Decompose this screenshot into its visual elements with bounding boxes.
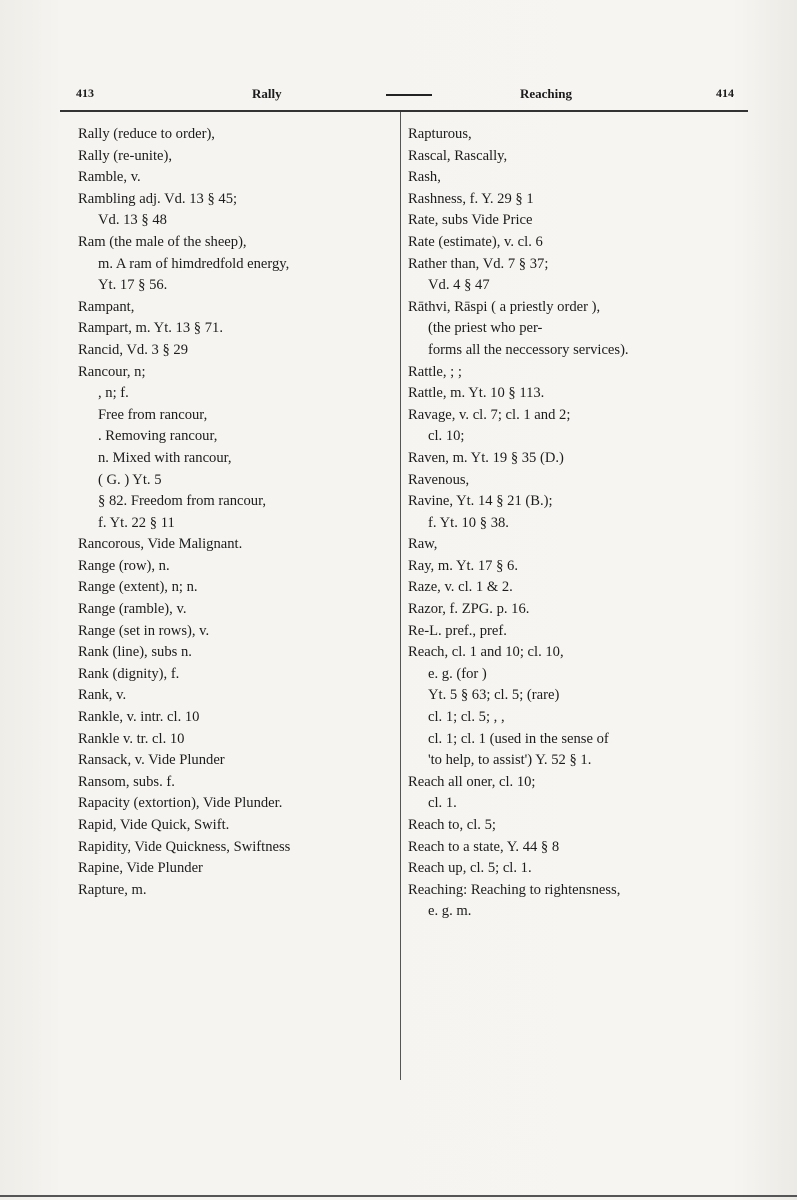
dictionary-line: . Removing rancour, — [98, 428, 218, 445]
dictionary-line: f. Yt. 10 § 38. — [428, 514, 509, 531]
dictionary-line: (the priest who per- — [428, 320, 543, 337]
dictionary-line: Rashness, f. Y. 29 § 1 — [408, 190, 534, 207]
dictionary-line: Rancid, Vd. 3 § 29 — [78, 341, 188, 358]
left-page-number: 413 — [76, 86, 94, 100]
dictionary-line: Rambling adj. Vd. 13 § 45; — [78, 190, 238, 207]
dictionary-line: Rascal, Rascally, — [408, 147, 508, 164]
dictionary-line: Rapture, m. — [78, 881, 147, 898]
dictionary-line: Reach to a state, Y. 44 § 8 — [408, 838, 560, 855]
dictionary-line: Range (set in rows), v. — [78, 622, 210, 639]
dictionary-line: Range (row), n. — [78, 557, 170, 574]
dictionary-line: Rank (line), subs n. — [78, 644, 192, 661]
dictionary-line: Rapacity (extortion), Vide Plunder. — [78, 795, 283, 812]
dictionary-line: Rancorous, Vide Malignant. — [78, 536, 243, 553]
dictionary-line: e. g. m. — [428, 903, 472, 920]
dictionary-line: Raze, v. cl. 1 & 2. — [408, 579, 513, 596]
dictionary-line: , n; f. — [98, 385, 129, 402]
dictionary-line: Vd. 13 § 48 — [98, 212, 167, 229]
dictionary-line: Rapine, Vide Plunder — [78, 860, 203, 877]
dictionary-line: Reach all oner, cl. 10; — [408, 773, 536, 790]
left-column — [78, 124, 392, 901]
dictionary-line: Rapid, Vide Quick, Swift. — [78, 817, 230, 833]
header-dash — [386, 94, 432, 96]
dictionary-line: Reach, cl. 1 and 10; cl. 10, — [408, 644, 564, 661]
dictionary-line: Range (ramble), v. — [78, 601, 187, 618]
dictionary-line: Rally (re-unite), — [78, 147, 173, 164]
dictionary-line: cl. 1. — [428, 795, 457, 812]
dictionary-line: Ransom, subs. f. — [78, 773, 175, 790]
dictionary-line: cl. 1; cl. 5; , , — [428, 709, 505, 726]
dictionary-line: Reach up, cl. 5; cl. 1. — [408, 860, 532, 877]
dictionary-line: Rally (reduce to order), — [78, 126, 215, 142]
right-column — [408, 124, 738, 923]
dictionary-line: Rank, v. — [78, 687, 127, 704]
dictionary-line: Yt. 17 § 56. — [98, 277, 168, 294]
dictionary-line: Rank (dignity), f. — [78, 665, 180, 682]
dictionary-line: Yt. 5 § 63; cl. 5; (rare) — [428, 687, 560, 704]
page-bottom-edge — [0, 1195, 797, 1197]
dictionary-line: Rapturous, — [408, 126, 472, 142]
dictionary-line: ( G. ) Yt. 5 — [98, 471, 162, 488]
right-page-number: 414 — [716, 86, 734, 100]
dictionary-line: 'to help, to assist') Y. 52 § 1. — [428, 752, 592, 769]
dictionary-line: Rattle, ; ; — [408, 363, 462, 380]
dictionary-line: cl. 1; cl. 1 (used in the sense of — [428, 730, 609, 747]
dictionary-line: Range (extent), n; n. — [78, 579, 198, 596]
dictionary-line: Ravage, v. cl. 7; cl. 1 and 2; — [408, 406, 571, 423]
dictionary-line: Ray, m. Yt. 17 § 6. — [408, 557, 518, 574]
dictionary-line: Rash, — [408, 169, 441, 186]
dictionary-line: Rankle, v. intr. cl. 10 — [78, 709, 200, 726]
dictionary-line: m. A ram of himdredfold energy, — [98, 255, 290, 272]
dictionary-line: Rampant, — [78, 298, 135, 315]
dictionary-line: Rattle, m. Yt. 10 § 113. — [408, 385, 545, 402]
dictionary-line: Ravine, Yt. 14 § 21 (B.); — [408, 493, 553, 510]
dictionary-line: cl. 10; — [428, 428, 465, 445]
running-header — [60, 84, 748, 106]
dictionary-line: Razor, f. ZPG. p. 16. — [408, 601, 530, 618]
dictionary-line: n. Mixed with rancour, — [98, 449, 232, 466]
dictionary-line: Ravenous, — [408, 471, 470, 488]
dictionary-line: Ramble, v. — [78, 169, 141, 186]
column-divider — [400, 112, 401, 1080]
dictionary-line: Rampart, m. Yt. 13 § 71. — [78, 320, 223, 337]
dictionary-line: Rancour, n; — [78, 363, 146, 380]
dictionary-line: Reaching: Reaching to rightensness, — [408, 881, 621, 898]
dictionary-line: Rather than, Vd. 7 § 37; — [408, 255, 549, 272]
dictionary-line: e. g. (for ) — [428, 665, 487, 682]
dictionary-line: § 82. Freedom from rancour, — [98, 493, 267, 510]
dictionary-line: Rate (estimate), v. cl. 6 — [408, 233, 543, 250]
right-running-headword: Reaching — [520, 86, 572, 101]
dictionary-line: f. Yt. 22 § 11 — [98, 514, 175, 531]
left-running-headword: Rally — [252, 86, 282, 101]
dictionary-line: Reach to, cl. 5; — [408, 817, 496, 833]
dictionary-line: Free from rancour, — [98, 406, 208, 423]
dictionary-line: Rankle v. tr. cl. 10 — [78, 730, 185, 747]
dictionary-line: Rate, subs Vide Price — [408, 212, 533, 229]
dictionary-line: Ram (the male of the sheep), — [78, 233, 247, 250]
dictionary-line: Ransack, v. Vide Plunder — [78, 752, 225, 769]
dictionary-line: Raven, m. Yt. 19 § 35 (D.) — [408, 449, 564, 466]
dictionary-line: Rāthvi, Rāspi ( a priestly order ), — [408, 298, 601, 315]
dictionary-line: Vd. 4 § 47 — [428, 277, 490, 294]
dictionary-line: Raw, — [408, 536, 438, 553]
header-rule — [60, 110, 748, 112]
dictionary-line: Re-L. pref., pref. — [408, 622, 507, 639]
dictionary-line: forms all the neccessory services). — [428, 341, 629, 358]
dictionary-line: Rapidity, Vide Quickness, Swiftness — [78, 838, 291, 855]
